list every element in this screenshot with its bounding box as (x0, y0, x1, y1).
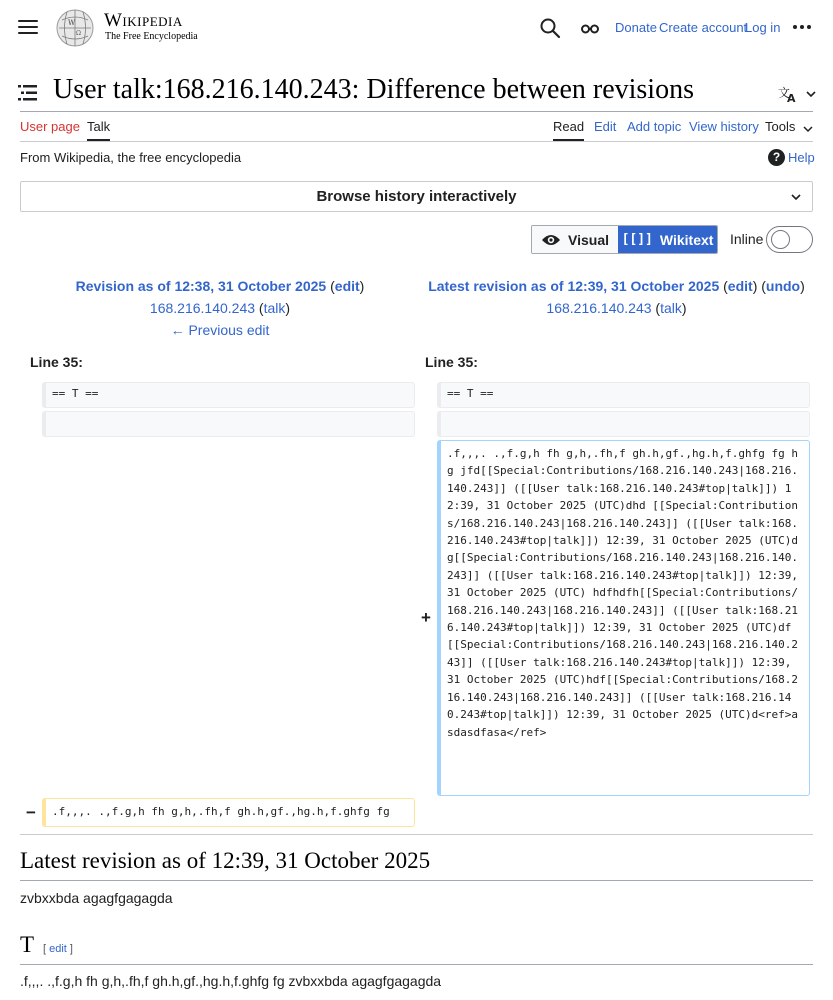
diff-view-toggle (531, 225, 718, 254)
section-heading: T (20, 932, 35, 957)
section-paragraph: .f,,,. .,f.g,h fh g,h,.fh,f gh.h,gf.,hg.h,f.ghfg fg zvbxxbda agagfgagagda (20, 973, 442, 989)
help-label: Help (788, 150, 815, 166)
inline-toggle-switch[interactable] (766, 226, 813, 253)
section-edit-link[interactable]: edit (49, 943, 67, 955)
old-line-number: Line 35: (30, 354, 83, 370)
help-icon: ? (768, 149, 785, 166)
wikipedia-wordmark[interactable]: Wikipedia (104, 10, 183, 31)
tab-edit[interactable]: Edit (594, 119, 617, 134)
heading-underline (20, 880, 813, 881)
section-underline (20, 964, 813, 965)
wikipedia-tagline: The Free Encyclopedia (105, 31, 198, 42)
edit-bracket-open: [ (43, 943, 50, 955)
inline-toggle-label: Inline (730, 231, 764, 247)
help-link[interactable] (768, 149, 815, 167)
svg-text:Ω: Ω (76, 30, 81, 37)
wikitext-brackets-icon: [[]] (621, 232, 653, 247)
old-context-line: == T == (42, 382, 415, 408)
donate-link[interactable]: Donate (615, 20, 657, 35)
undo-link[interactable]: undo (765, 278, 801, 294)
browse-history-label: Browse history interactively (316, 188, 517, 205)
language-icon[interactable] (778, 84, 820, 104)
log-in-link[interactable]: Log in (745, 20, 781, 35)
chevron-down-icon (790, 191, 802, 203)
main-menu-icon[interactable] (18, 17, 38, 37)
search-icon[interactable] (539, 17, 561, 39)
new-revision-edit-link[interactable]: edit (727, 278, 753, 294)
svg-text:A: A (787, 92, 796, 104)
svg-text:W: W (68, 19, 76, 27)
old-revision-talk-link[interactable]: talk (263, 300, 286, 316)
old-context-blank (42, 411, 415, 437)
removed-text-block: .f,,,. .,f.g,h fh g,h,.fh,f gh.h,gf.,hg.h,f.ghfg fg (42, 798, 415, 827)
new-revision-talk-link[interactable]: talk (660, 300, 682, 316)
tabs-divider (20, 141, 813, 142)
removed-marker: − (26, 803, 36, 822)
title-divider (20, 111, 813, 112)
svg-text:文: 文 (778, 86, 791, 100)
new-line-number: Line 35: (425, 354, 478, 370)
diff-divider (20, 834, 813, 835)
new-context-line: == T == (437, 382, 810, 408)
tab-user-page[interactable]: User page (20, 119, 80, 134)
previous-edit-link[interactable]: ← Previous edit (170, 322, 270, 338)
old-revision-header: Revision as of 12:38, 31 October 2025 (edit) 168.216.140.243 (talk) ← Previous edit (75, 278, 365, 338)
page-title: User talk:168.216.140.243: Difference between revisions (53, 74, 694, 105)
latest-revision-heading: Latest revision as of 12:39, 31 October 2025 (20, 848, 431, 873)
wikipedia-globe-logo[interactable] (54, 8, 96, 48)
wikitext-label: Wikitext (659, 231, 714, 248)
new-revision-user-link[interactable]: 168.216.140.243 (546, 300, 652, 316)
more-options-icon[interactable] (791, 17, 813, 37)
new-revision-header: Latest revision as of 12:39, 31 October 2025 (edit) (undo) 168.216.140.243 (talk) (428, 278, 805, 316)
table-of-contents-icon[interactable] (18, 84, 38, 102)
old-revision-link[interactable]: Revision as of 12:38, 31 October 2025 (75, 278, 327, 294)
tab-read[interactable]: Read (553, 119, 584, 141)
added-marker: + (421, 608, 431, 627)
new-context-blank (437, 411, 810, 437)
added-text-block: .f,,,. .,f.g,h fh g,h,.fh,f gh.h,gf.,hg.h,f.ghfg fg hg jfd[[Special:Contributions/168.216.140.243|168.216.140.243]] ([[User talk:168.216.140.243#top|talk]]) 12:39, 31 October 2025 (UTC)dhd [[Special:Contributions/168.216.140.243|168.216.140.243]] ([[User talk:168.216.140.243#top|talk]]) 12:39, 31 October 2025 (UTC)dg[[Special:Contributions/168.216.140.243|168.216.140.243]] ([[User talk:168.216.140.243#top|talk]]) 12:39, 31 October 2025 (UTC) hdfhdfh[[Special:Contributions/168.216.140.243|168.216.140.243]] ([[User talk:168.216.140.243#top|talk]]) 12:39, 31 October 2025 (UTC)df [[Special:Contributions/168.216.140.243|168.216.140.243]] ([[User talk:168.216.140.243#top|talk]]) 12:39, 31 October 2025 (UTC)hdf[[Special:Contributions/168.216.140.243|168.216.140.243]] ([[User talk:168.216.140.243#top|talk]]) 12:39, 31 October 2025 (UTC)d<ref>asdasdfasa</ref> (437, 440, 810, 796)
reading-glasses-icon[interactable] (580, 18, 600, 38)
tools-chevron-down-icon[interactable] (802, 124, 814, 134)
visual-label: Visual (568, 231, 609, 248)
tab-talk[interactable]: Talk (87, 119, 110, 141)
edit-bracket-close: ] (66, 943, 73, 955)
old-revision-user-link[interactable]: 168.216.140.243 (149, 300, 256, 316)
content-paragraph: zvbxxbda agagfgagagda (20, 890, 173, 906)
site-header (0, 0, 833, 56)
old-revision-edit-link[interactable]: edit (334, 278, 360, 294)
tools-menu[interactable]: Tools (765, 119, 796, 134)
new-revision-link[interactable]: Latest revision as of 12:39, 31 October 2025 (428, 278, 720, 294)
create-account-link[interactable]: Create account (659, 20, 748, 35)
site-subtitle: From Wikipedia, the free encyclopedia (20, 150, 242, 165)
wikitext-diff-button[interactable] (618, 226, 717, 253)
tab-add-topic[interactable]: Add topic (627, 119, 682, 134)
browse-history-button[interactable] (20, 181, 813, 212)
section-edit (43, 943, 73, 955)
tab-view-history[interactable]: View history (689, 119, 759, 134)
eye-icon (541, 233, 561, 247)
visual-diff-button[interactable] (532, 226, 618, 253)
